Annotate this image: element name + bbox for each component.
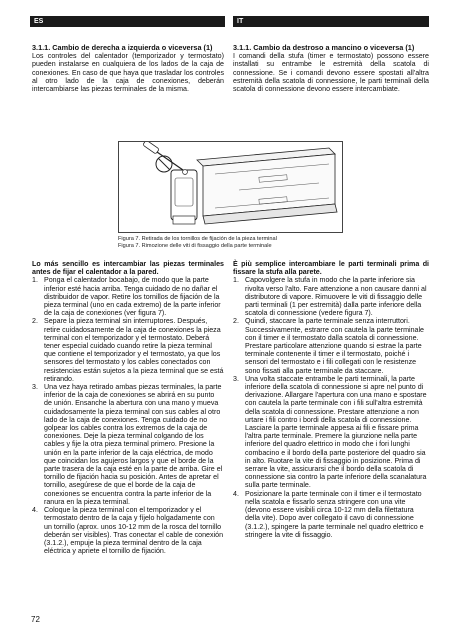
it-section-intro	[233, 44, 429, 93]
it-step: 2. Quindi, staccare la parte terminale senza interruttori. Successivamente, estrarre con cautela la parte terminale con il timer e il termostato dalla scatola di connessione. Prestare particolare attenzione quando si estrae la parte terminale contenente il timer e il termostato, poiché i sensori del termostato e i fili collegati con le resistenze sono fissati alla parte terminale da staccare.	[233, 317, 425, 375]
es-lead-text: Lo más sencillo es intercambiar las piezas terminales antes de fijar el calentador a la pared.	[32, 260, 224, 277]
es-step: 4. Coloque la pieza terminal con el temporizador y el termostato dentro de la caja y fíjelo holgadamente con un tornillo (aprox. unos 10-12 mm de la rosca del tornillo deberán ser visibles). Tras conectar el cable de conexión (3.1.2.), empuje la pieza terminal dentro de la caja eléctrica y apriete el tornillo de fijación.	[32, 506, 224, 556]
es-section-intro	[32, 44, 224, 93]
it-step: 3. Una volta staccate entrambe le parti terminali, la parte inferiore della scatola di connessione si apre nel punto di derivazione. Allargare l'apertura con una mano e spostare con cautela la parte terminale con i fili sull'altra estremità della scatola di connessione. Prestare attenzione a non urtare i fili contro i bordi della scatola di connessione. Lasciare la parte terminale appesa ai fili e fissare prima l'altra parte terminale. Premere la giunzione nella parte inferiore del quadro elettrico in modo che i fori lunghi combacino e il bordo della parte posteriore del quadro sia in alto. Ruotare la vite di fissaggio in posizione. Prima di serrare la vite, assicurarsi che il bordo della scatola di connessione sia contro la parte inferiore della scanalatura sulla parte terminale.	[233, 374, 427, 490]
it-instructions	[233, 260, 429, 539]
figure-caption-it: Figura 7. Rimozione delle viti di fissaggio della parte terminale	[118, 242, 272, 249]
it-section-heading: 3.1.1. Cambio da destroso a mancino o viceversa (1)	[233, 43, 415, 52]
es-step: 1. Ponga el calentador bocabajo, de modo que la parte inferior esté hacia arriba. Tenga cuidado de no dañar el distribuidor de vapor. Retire los tornillos de fijación de la pieza terminal (uno en cada extremo) de la parte inferior de la caja de conexiones (ver figura 7).	[32, 276, 221, 318]
it-lead-text: È più semplice intercambiare le parti terminali prima di fissare la stufa alla parete.	[233, 260, 429, 277]
language-tab-es: ES	[30, 16, 225, 27]
it-intro-paragraph: I comandi della stufa (timer e termostato) possono essere installati su entrambe le estremità della scatola di connessione. Se i comandi devono essere spostati all'altra estremità della scatola di connessione, le parti terminali della scatola di connessione devono essere intercambiate.	[233, 52, 429, 94]
language-tab-it: IT	[233, 16, 429, 27]
it-step: 4. Posizionare la parte terminale con il timer e il termostato nella scatola e fissarlo senza stringere con una vite (devono essere visibili circa 10-12 mm della filettatura della vite). Dopo aver collegato il cavo di connessione (3.1.2.), spingere la parte terminale nel quadro elettrico e stringere la vite di fissaggio.	[233, 489, 424, 539]
figure-captions	[118, 236, 378, 250]
heater-junction-box-drawing	[119, 142, 344, 234]
es-instructions	[32, 260, 224, 555]
page-number: 72	[31, 615, 40, 624]
figure-caption-es: Figura 7. Retirada de los tornillos de fijación de la pieza terminal	[118, 236, 277, 242]
es-section-heading: 3.1.1. Cambio de derecha a izquierda o viceversa (1)	[32, 43, 213, 52]
es-intro-paragraph: Los controles del calentador (temporizador y termostato) pueden instalarse en cualquiera de los lados de la caja de conexiones. En caso de que haya que trasladar los controles al otro lado de la caja de conexiones, deberán intercambiarse las piezas terminales de la misma.	[32, 52, 224, 94]
es-step: 2. Separe la pieza terminal sin interruptores. Después, retire cuidadosamente de la caja de conexiones la pieza terminal con el temporizador y el termostato. Deberá tener especial cuidado cuando retire la pieza terminal que contiene el temporizador y el termostato, ya que los sensores del termostato y los cables conectados con resistencias están sujetos a la pieza terminal que se está retirando.	[32, 317, 224, 383]
es-step: 3. Una vez haya retirado ambas piezas terminales, la parte inferior de la caja de conexiones se abrirá en su punto de unión. Ensanche la abertura con una mano y mueva cuidadosamente la pieza terminal con sus cables al otro lado de la caja de conexiones. Tenga cuidado de no golpear los cables contra los extremos de la caja de conexiones. Deje la pieza terminal colgando de los cables y fije la otra pieza terminal primero. Presione la unión en la parte inferior de la caja eléctrica, de modo que coincidan los agujeros largos y que el borde de la parte trasera de la caja esté en la parte de arriba. Gire el tornillo de fijación hacia su posición. Antes de apretar el tornillo, asegúrese de que el borde de la caja de conexiones se encuentra contra la parte inferior de la ranura en la pieza terminal.	[32, 383, 223, 506]
figure-7-illustration	[118, 141, 343, 233]
it-step: 1. Capovolgere la stufa in modo che la parte inferiore sia rivolta verso l'alto. Fare attenzione a non causare danni al distributore di vapore. Rimuovere le viti di fissaggio delle parti terminali (1 per estremità) dalla parte inferiore della scatola di connessione (vedere figura 7).	[233, 276, 427, 318]
